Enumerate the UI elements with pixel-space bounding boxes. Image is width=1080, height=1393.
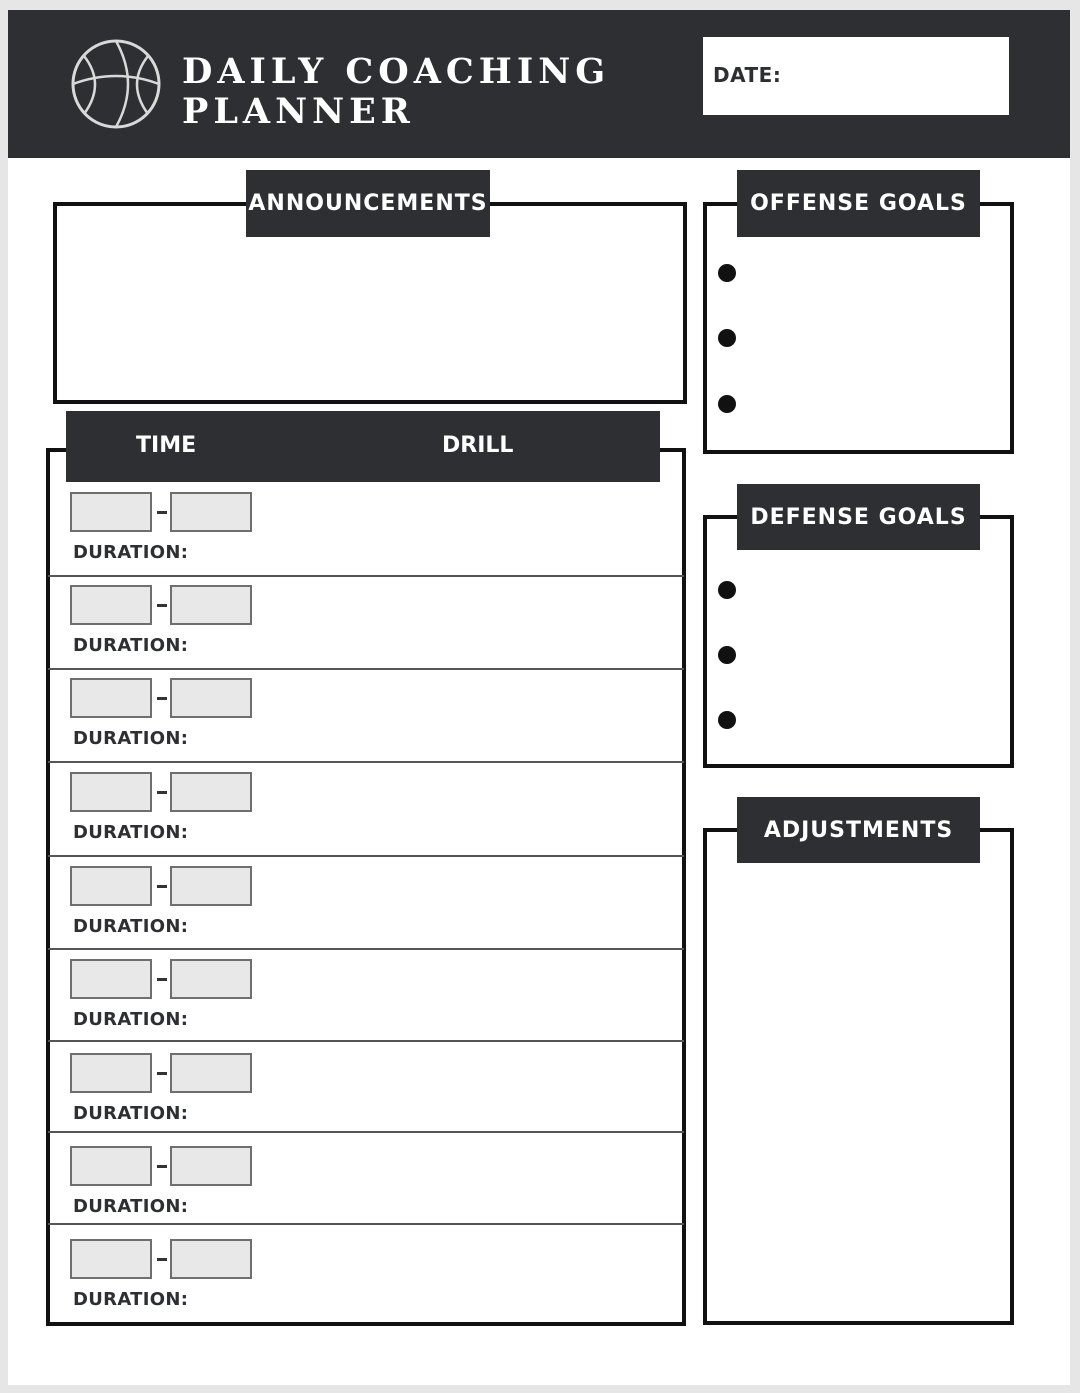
bullet-dot-icon <box>718 329 736 347</box>
duration-label: DURATION: <box>73 635 189 656</box>
time-range-dash <box>157 791 167 794</box>
row-divider <box>48 1223 684 1225</box>
time-range-dash <box>157 511 167 514</box>
title-line-2: PLANNER <box>182 91 415 132</box>
end-time-box[interactable] <box>170 678 252 718</box>
duration-label: DURATION: <box>73 916 189 937</box>
start-time-box[interactable] <box>70 1053 152 1093</box>
duration-label: DURATION: <box>73 1009 189 1030</box>
end-time-box[interactable] <box>170 866 252 906</box>
adjustments-heading: ADJUSTMENTS <box>763 817 954 843</box>
time-column-header: TIME <box>136 433 197 458</box>
end-time-box[interactable] <box>170 492 252 532</box>
offense-goals-heading: OFFENSE GOALS <box>750 191 967 216</box>
offense-goals-box[interactable] <box>703 202 1014 454</box>
row-divider <box>48 1131 684 1133</box>
bullet-dot-icon <box>718 711 736 729</box>
bullet-dot-icon <box>718 646 736 664</box>
duration-label: DURATION: <box>73 1196 189 1217</box>
start-time-box[interactable] <box>70 772 152 812</box>
duration-label: DURATION: <box>73 822 189 843</box>
page-title <box>182 52 610 132</box>
start-time-box[interactable] <box>70 585 152 625</box>
time-range-dash <box>157 885 167 888</box>
row-divider <box>48 855 684 857</box>
duration-label: DURATION: <box>73 1289 189 1310</box>
bullet-dot-icon <box>718 264 736 282</box>
end-time-box[interactable] <box>170 1239 252 1279</box>
time-range-dash <box>157 1258 167 1261</box>
start-time-box[interactable] <box>70 866 152 906</box>
time-range-dash <box>157 1072 167 1075</box>
title-line-1: DAILY COACHING <box>182 51 611 92</box>
start-time-box[interactable] <box>70 959 152 999</box>
announcements-heading: ANNOUNCEMENTS <box>248 191 488 216</box>
bullet-dot-icon <box>718 581 736 599</box>
start-time-box[interactable] <box>70 1146 152 1186</box>
start-time-box[interactable] <box>70 678 152 718</box>
end-time-box[interactable] <box>170 585 252 625</box>
time-range-dash <box>157 697 167 700</box>
date-label: DATE: <box>713 63 782 87</box>
adjustments-box[interactable] <box>703 828 1014 1325</box>
row-divider <box>48 575 684 577</box>
duration-label: DURATION: <box>73 728 189 749</box>
time-range-dash <box>157 1165 167 1168</box>
defense-goals-tab <box>737 484 980 550</box>
row-divider <box>48 761 684 763</box>
defense-goals-box[interactable] <box>703 515 1014 768</box>
end-time-box[interactable] <box>170 1053 252 1093</box>
offense-goals-tab <box>737 170 980 237</box>
start-time-box[interactable] <box>70 1239 152 1279</box>
end-time-box[interactable] <box>170 1146 252 1186</box>
time-range-dash <box>157 604 167 607</box>
row-divider <box>48 948 684 950</box>
duration-label: DURATION: <box>73 1103 189 1124</box>
end-time-box[interactable] <box>170 959 252 999</box>
drill-column-header: DRILL <box>442 433 514 458</box>
time-range-dash <box>157 978 167 981</box>
bullet-dot-icon <box>718 395 736 413</box>
row-divider <box>48 1040 684 1042</box>
duration-label: DURATION: <box>73 542 189 563</box>
announcements-tab <box>246 170 490 237</box>
start-time-box[interactable] <box>70 492 152 532</box>
adjustments-tab <box>737 797 980 863</box>
end-time-box[interactable] <box>170 772 252 812</box>
row-divider <box>48 668 684 670</box>
defense-goals-heading: DEFENSE GOALS <box>750 504 967 530</box>
date-field[interactable] <box>703 37 1009 115</box>
basketball-icon <box>70 38 162 130</box>
schedule-header <box>66 411 660 482</box>
